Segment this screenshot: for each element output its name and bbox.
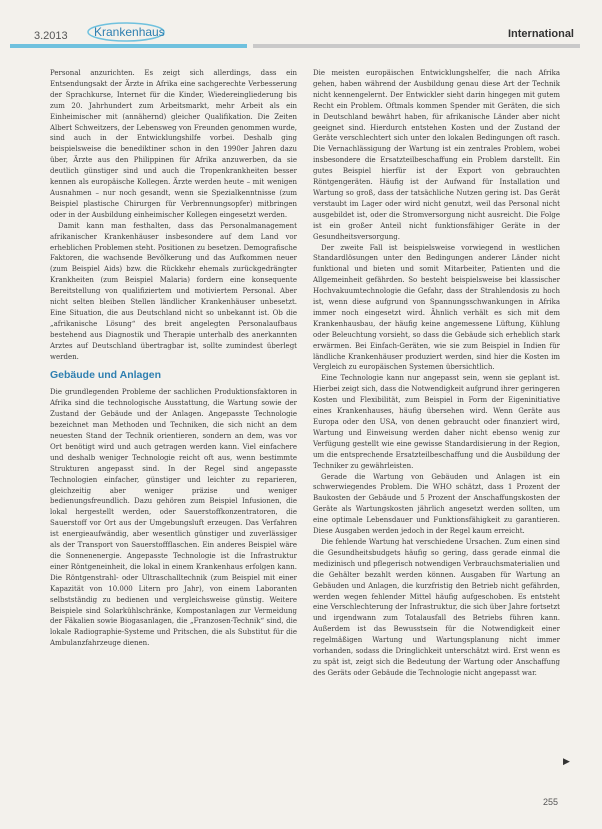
issue-number: 3.2013 [34, 30, 68, 42]
page-header [22, 6, 580, 40]
body-paragraph: Gerade die Wartung von Gebäuden und Anlagen ist ein schwerwiegendes Problem. Die WHO schätzt, dass 1 Prozent der Baukosten der Gebäude und 5 Prozent der Anschaffungskosten der Geräte als Wartungskosten jährlich angesetzt werden sollten, um eine optimale Lebensdauer und Funktionsfähigkeit zu garantieren. Diese Ausgaben werden jedoch in der Regel kaum erreicht. [313, 472, 560, 536]
body-paragraph: Eine Technologie kann nur angepasst sein, wenn sie geplant ist. Hierbei zeigt sich, dass die Notwendigkeit aufgrund ihrer geringeren Kosten und Flexibilität, zum Beispiel in Form der Eigeninitiative eines Krankenhauses, häufig übersehen wird. Wenn Geräte aus Europa oder den USA, von denen gebraucht oder finanziert wird, Wartung und Einweisung werden daher nicht ebenso wenig zur Verfügung gestellt wie eine gewisse Standardisierung in der Region, um die entsprechende Ersatzteilbeschaffung und die Ausbildung der Techniker zu gewährleisten. [313, 374, 560, 470]
continue-arrow-icon: ▶ [563, 757, 570, 767]
left-column [50, 68, 297, 649]
body-paragraph: Damit kann man festhalten, dass das Personalmanagement afrikanischer Krankenhäuser insbesondere auf dem Land vor erheblichen Problemen steht. Positionen zu besetzen. Demografische Faktoren, die wachsende Bevölkerung und das Aufkommen neuer (zum Beispiel Aids) bzw. die Rückkehr ehemals zurückgedrängter Krankheiten (zum Beispiel Malaria) fordern eine konsequente Bereitstellung von qualifiziertem und motiviertem Personal. Aber nicht selten bleiben Stellen ländlicher Krankenhäuser unbesetzt. Eine Situation, die aus Deutschland nicht so unbekannt ist. Ob die „afrikanische Lösung“ des breit angelegten Personalaufbaus bestehend aus Diagnostik und Therapie unterhalb des anerkannten Arztes auf Deutschland übertragbar ist, sollte zumindest überlegt werden. [50, 221, 297, 361]
body-paragraph: Personal anzurichten. Es zeigt sich allerdings, dass ein Entsendungsakt der Ärzte in Afrika eine sachgerechte Verbesserung der Sprachkurse, Internet für die Kinder, Wiedereingliederung bis zum 20. Jahrhundert zum Arbeitsmarkt, mehr Arbeit als ein Einheimischer mit (annähernd) gleicher Qualifikation. Die Zeiten Albert Schweitzers, der Lebensweg von Freunden genommen wurde, sind auch in der Entwicklungshilfe vorbei. Deshalb ging beispielsweise die benediktiner schon in den 1990er Jahren dazu über, Ärzte aus den Philippinen für Afrika anzuwerben, da sie deutlich günstiger sind und auch die Tropenkrankheiten besser kennen als europäische Kollegen. Ärzte werden heute – mit wenigen Ausnahmen – nur noch gesandt, wenn sie Spezialkenntnisse (zum Beispiel plastische Chirurgen für Verbrennungsopfer) mitbringen oder in der Ausbildung einheimischer Kollegen eingesetzt werden. [50, 69, 297, 219]
header-grey-rule [253, 44, 580, 48]
section-heading: Gebäude und Anlagen [50, 369, 162, 382]
body-paragraph: Der zweite Fall ist beispielsweise vorwiegend in westlichen Standardlösungen unter den Bedingungen anderer Länder nicht funktional und bieten und somit Mitarbeiter, Patienten und die Allgemeinheit gefährden. So besteht beispielsweise bei klassischer Hochvakuumtechnologie die Gefahr, dass der Strahlendosis zu hoch ist, wenn diese aufgrund von Spannungsschwankungen in Afrika immer noch eingesetzt wird. Ähnlich verhält es sich mit dem Krankenhausbau, der häufig keine angemessene Lüftung, Kühlung oder Beleuchtung vorsieht, so dass die Gebäude sich erheblich stark erwärmen. Bei Einfach-Geräten, wie sie zum Beispiel in Indien für ländliche Krankenhäuser produziert werden, sind hier die Kosten im Vergleich zu europäischen Systemen übersichtlich. [313, 243, 560, 372]
body-paragraph: Die fehlende Wartung hat verschiedene Ursachen. Zum einen sind die Gesundheitsbudgets häufig so gering, dass gerade einmal die medizinisch und pflegerisch notwendigen Verbrauchsmaterialien und die Gehälter bezahlt werden können. Ausgaben für Wartung an Gebäuden und Anlagen, die kurzfristig den Betrieb nicht gefährden, werden wegen fehlender Mittel häufig aufgeschoben. Es entsteht eine Verschlechterung der Infrastruktur, die sich über Jahre fortsetzt und irgendwann zum Totalausfall des Betriebs führen kann. Außerdem ist das Bewusstsein für die Notwendigkeit einer regelmäßigen Wartung und Wartungsplanung nicht immer vorhanden, sodass die Dringlichkeit unterschätzt wird. Erst wenn es zu spät ist, zeigt sich die Bedeutung der Wartung oder Anschaffung des Geräts oder Gebäude die Technologie nicht angepasst war. [313, 537, 560, 677]
body-paragraph: Die grundlegenden Probleme der sachlichen Produktionsfaktoren in Afrika sind die technologische Ausstattung, die Wartung sowie der Zustand der Gebäude und der Anlagen. Angepasste Technologie bezeichnet man Methoden und Techniken, die sich nicht an dem neuesten Stand der Technik orientieren, sondern an dem, was vor Ort benötigt wird und auch getragen werden kann. Viel einfachere und deshalb weniger Technologie reicht oft aus, wenn bestimmte Strukturen angepasst sind. In der Regel sind angepasste Technologien einfacher, günstiger und leichter zu reparieren, gleichzeitig aber weniger präzise und weniger bedienungsfreundlich. Dazu gehören zum Beispiel Infusionen, die lokal hergestellt werden, oder Sauerstoffkonzentratoren, die Sauerstoff vor Ort aus der Umgebungsluft erzeugen. Das Verfahren ist energieaufwändig, aber wesentlich günstiger und zuverlässiger als der Transport von Sauerstoffflaschen. Ein anderes Beispiel wäre die Sonnenenergie. Angepasste Technologie ist die Infrastruktur einer Röntgeneinheit, die lokal in einem Krankenhaus erfolgen kann. Die Röntgenstrahl- oder Ultraschalltechnik (zum Beispiel mit einer Kapazität von 10.000 Litern pro Jahr), von einem Laboranten selbstständig zu bedienen und vergleichsweise günstig. Weitere Beispiele sind Solarkühlschränke, Kompostanlagen zur Vermeidung der Fäkalien sowie Biogasanlagen, die „Franzosen-Technik“ sind, die lokale Radiographie-Systeme und Pritschen, die als Substitut für die Ambulanzfahrzeuge dienen. [50, 388, 297, 648]
section-title: International [507, 28, 574, 40]
right-column [313, 68, 560, 679]
header-accent-rule [10, 44, 247, 48]
krankenhaus-logo [84, 20, 196, 44]
svg-text:Krankenhaus: Krankenhaus [94, 25, 165, 39]
page-number: 255 [542, 797, 558, 807]
body-paragraph: Die meisten europäischen Entwicklungshelfer, die nach Afrika gehen, haben während der Ausbildung genau diese Art der Technik nicht kennengelernt. Der Entwickler sieht darin hingegen mit gutem Recht ein Problem. Oftmals kommen Spender mit Geräten, die sich in Deutschland bewährt haben, für afrikanische Länder aber nicht geeignet sind. Hierdurch entstehen Kosten und der Zustand der Geräte verschlechtert sich unter den lokalen Bedingungen oft rasch. Die Vernachlässigung der Wartung ist ein zentrales Problem, wobei insbesondere die Ersatzteilbeschaffung ein Problem darstellt. Ein gutes Beispiel hierfür ist der Export von gebrauchten Röntgengeräten. Häufig ist der Aufwand für Installation und Wartung so groß, dass der tatsächliche Nutzen gering ist. Das Gerät verstaubt im Lager oder wird nicht genutzt, weil das Personal nicht ausgebildet ist, oder die Stromversorgung nicht ausreicht. Die Folge ist ein großer Anteil nicht funktionsfähiger Geräte in der Gesundheitsversorgung. [313, 69, 560, 241]
